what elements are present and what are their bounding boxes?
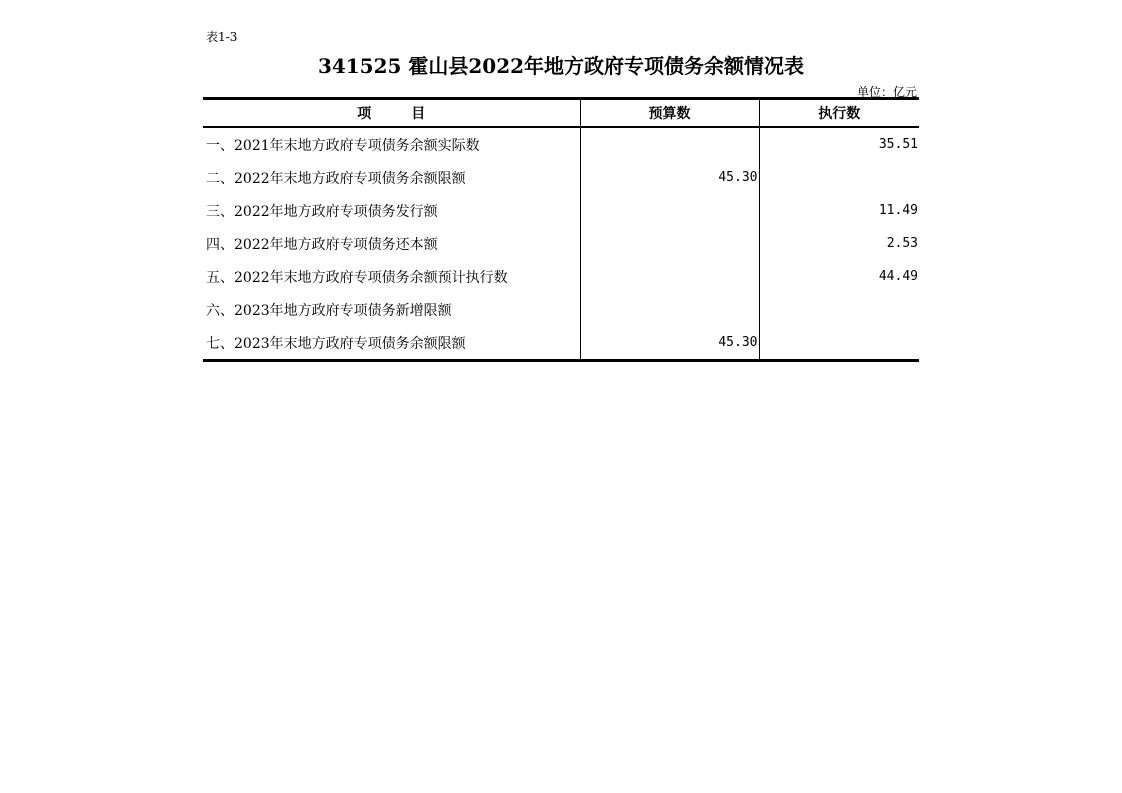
row-execution: [759, 161, 919, 194]
table-row: [203, 293, 919, 326]
row-item: 三、2022年地方政府专项债务发行额: [206, 203, 438, 220]
row-execution: [759, 326, 919, 361]
row-item: 四、2022年地方政府专项债务还本额: [206, 236, 438, 253]
header-item-a: 项: [357, 106, 372, 122]
row-item: 五、2022年末地方政府专项债务余额预计执行数: [206, 269, 508, 286]
table-row: [203, 194, 919, 227]
row-execution: 2.53: [759, 227, 919, 260]
row-budget: 45.30: [580, 161, 759, 194]
header-execution: 执行数: [759, 99, 919, 128]
row-execution: 11.49: [759, 194, 919, 227]
row-execution: 35.51: [759, 127, 919, 161]
header-row: [203, 99, 919, 128]
table-row: [203, 227, 919, 260]
header-item: [203, 99, 580, 128]
row-item: 七、2023年末地方政府专项债务余额限额: [203, 326, 580, 361]
header-budget: 预算数: [580, 99, 759, 128]
table-row: [203, 326, 919, 361]
row-execution: 44.49: [759, 260, 919, 293]
row-budget: 45.30: [580, 326, 759, 361]
row-execution: [759, 293, 919, 326]
table-row: [203, 260, 919, 293]
debt-table: [203, 97, 919, 362]
row-budget: [580, 127, 759, 161]
row-budget: [580, 260, 759, 293]
row-budget: [580, 293, 759, 326]
row-budget: [580, 227, 759, 260]
table-row: [203, 127, 919, 161]
page-title: 341525 霍山县2022年地方政府专项债务余额情况表: [317, 54, 805, 78]
unit-label: 单位：亿元: [856, 85, 917, 99]
header-item-b: 目: [411, 106, 426, 122]
row-item: 一、2021年末地方政府专项债务余额实际数: [206, 137, 480, 154]
row-budget: [580, 194, 759, 227]
table-label: 表1-3: [206, 30, 238, 44]
row-item: 六、2023年地方政府专项债务新增限额: [206, 302, 452, 319]
table-row: [203, 161, 919, 194]
row-item: 二、2022年末地方政府专项债务余额限额: [206, 170, 466, 187]
